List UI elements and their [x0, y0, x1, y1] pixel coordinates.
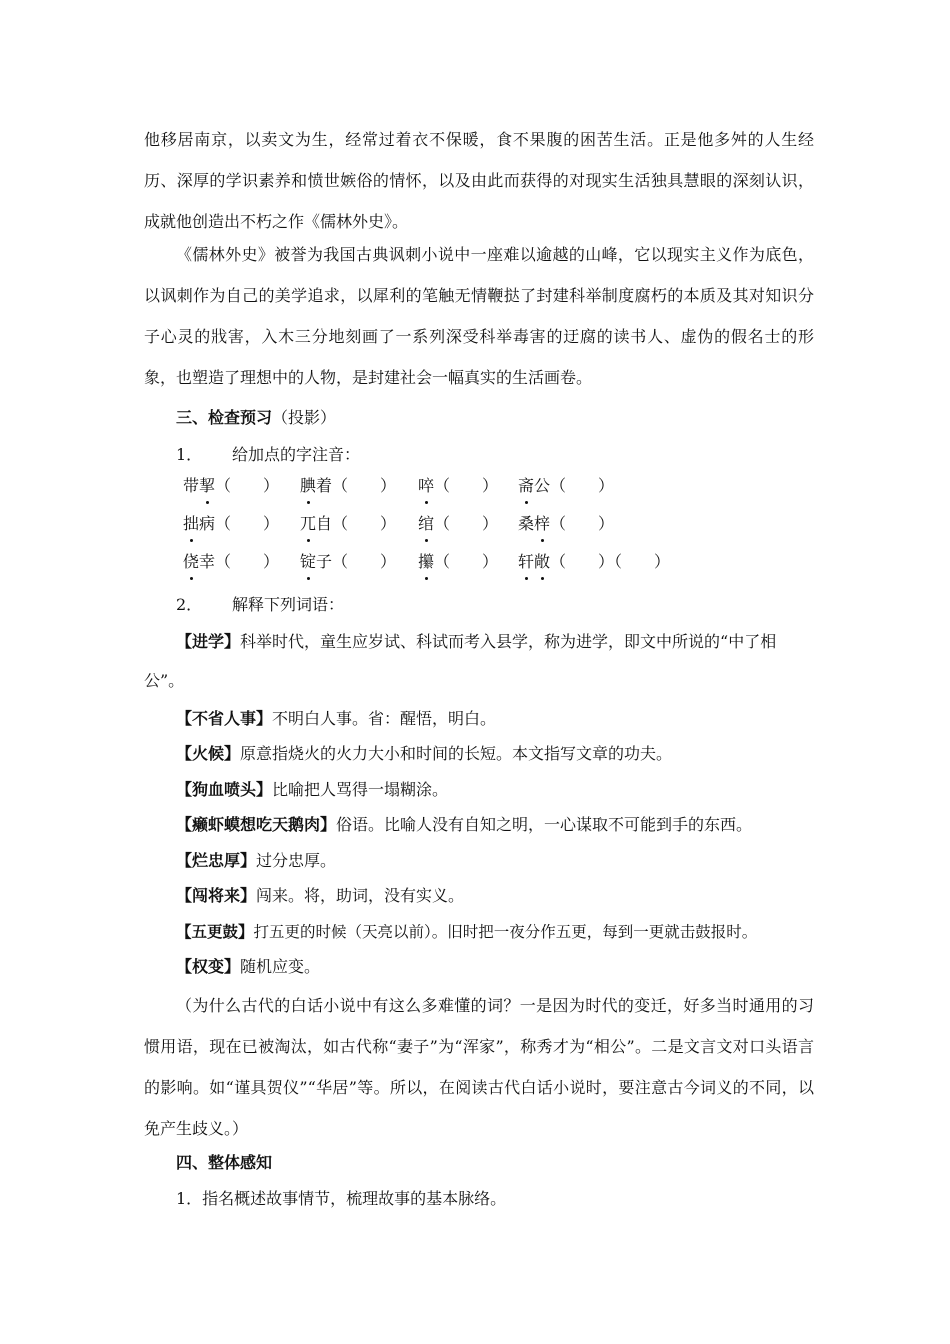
section-3-title: 三、检查预习	[176, 408, 273, 427]
intro-paragraph-2: 《儒林外史》被誉为我国古典讽刺小说中一座难以逾越的山峰，它以现实主义作为底色，以讽刺作为自己的美学追求，以犀利的笔触无情鞭挞了封建科举制度腐朽的本质及其对知识分子心灵的戕害，入木三分地刻画了一系列深受科举毒害的迂腐的读书人、虚伪的假名士的形象，也塑造了理想中的人物，是封建社会一幅真实的生活画卷。	[144, 245, 814, 387]
dotted-char: 攥	[418, 550, 434, 574]
section-4-heading: 四、整体感知	[176, 1153, 273, 1172]
term-definition: 俗语。比喻人没有自知之明，一心谋取不可能到手的东西。	[336, 815, 753, 834]
answer-blank: （ ）	[332, 552, 397, 571]
question-2-number: 2．	[176, 595, 203, 614]
pinyin-item: 侥幸（ ）	[183, 550, 279, 574]
dotted-char: 兀	[300, 512, 316, 536]
term-label: 【烂忠厚】	[176, 851, 257, 870]
pinyin-item	[418, 550, 498, 574]
answer-blank: （ ）	[332, 514, 397, 533]
question-2-text: 解释下列词语：	[232, 595, 345, 614]
answer-blank: （ ）	[550, 514, 615, 533]
answer-blank: （ ）（ ）	[550, 552, 671, 571]
dotted-char: 斋	[518, 474, 534, 498]
pinyin-item: 带挈（ ）	[183, 474, 279, 498]
term-entry	[176, 707, 496, 731]
explain-paragraph: （为什么古代的白话小说中有这么多难懂的词？一是因为时代的变迁，好多当时通用的习惯用语，现在已被淘汰，如古代称“妻子”为“浑家”，称秀才为“相公”。二是文言文对口头语言的影响。如“谨具贺仪”“华居”等。所以，在阅读古代白话小说时，要注意古今词义的不同，以免产生歧义。）	[144, 996, 814, 1138]
pinyin-item: 拙病（ ）	[183, 512, 279, 536]
dotted-char: 轩	[518, 550, 534, 574]
term-label: 【进学】	[176, 632, 241, 651]
term-label: 【权变】	[176, 957, 241, 976]
pinyin-item: 腆着（ ）	[300, 474, 396, 498]
section-3-heading	[176, 406, 336, 430]
term-definition: 随机应变。	[240, 957, 321, 976]
term-entry	[176, 920, 757, 944]
answer-blank: （ ）	[332, 476, 397, 495]
dotted-char: 拙	[183, 512, 199, 536]
dotted-char: 腆	[300, 474, 316, 498]
pinyin-item: 兀自（ ）	[300, 512, 396, 536]
answer-blank: （ ）	[215, 552, 280, 571]
term-label: 【五更鼓】	[176, 922, 254, 941]
term-label: 【狗血喷头】	[176, 780, 273, 799]
pinyin-item	[418, 474, 498, 498]
answer-blank: （ ）	[434, 514, 499, 533]
term-definition: 过分忠厚。	[256, 851, 337, 870]
term-entry	[176, 778, 448, 802]
term-definition: 科举时代，童生应岁试、科试而考入县学，称为进学，即文中所说的“中了相公”。	[144, 632, 777, 690]
pinyin-item	[418, 512, 498, 536]
term-entry	[176, 955, 320, 979]
dotted-char: 挈	[199, 474, 215, 498]
question-1-text: 给加点的字注音：	[232, 445, 361, 464]
term-definition: 打五更的时候（天亮以前）。旧时把一夜分作五更，每到一更就击鼓报时。	[253, 923, 758, 941]
answer-blank: （ ）	[434, 552, 499, 571]
term-entry	[176, 742, 672, 766]
answer-blank: （ ）	[550, 476, 615, 495]
question-1	[176, 443, 360, 467]
intro-paragraph-1: 他移居南京，以卖文为生，经常过着衣不保暖，食不果腹的困苦生活。正是他多舛的人生经历、深厚的学识素养和愤世嫉俗的情怀，以及由此而获得的对现实生活独具慧眼的深刻认识，成就他创造出不朽之作《儒林外史》。	[144, 130, 814, 231]
term-entry	[176, 884, 464, 908]
question-2	[176, 593, 344, 617]
pinyin-row-3	[183, 550, 783, 580]
term-label: 【火候】	[176, 744, 241, 763]
pinyin-item	[518, 550, 670, 574]
answer-blank: （ ）	[215, 514, 280, 533]
dotted-char: 梓	[534, 512, 550, 536]
term-definition: 闯来。将，助词，没有实义。	[256, 886, 465, 905]
answer-blank: （ ）	[434, 476, 499, 495]
dotted-char: 啐	[418, 474, 434, 498]
term-entry	[176, 813, 752, 837]
section-4-item-1: 1．指名概述故事情节，梳理故事的基本脉络。	[176, 1189, 507, 1208]
term-entry	[144, 622, 814, 700]
term-entry	[176, 849, 336, 873]
dotted-char: 锭	[300, 550, 316, 574]
pinyin-item: 斋公（ ）	[518, 474, 614, 498]
term-label: 【癞虾蟆想吃天鹅肉】	[176, 815, 337, 834]
answer-blank: （ ）	[215, 476, 280, 495]
question-1-number: 1．	[176, 445, 203, 464]
dotted-char: 敞	[534, 550, 550, 574]
term-label: 【不省人事】	[176, 709, 273, 728]
pinyin-row-2	[183, 512, 783, 542]
term-label: 【闯将来】	[176, 886, 257, 905]
pinyin-row-1	[183, 474, 783, 504]
term-definition: 比喻把人骂得一塌糊涂。	[272, 780, 449, 799]
dotted-char: 绾	[418, 512, 434, 536]
term-definition: 原意指烧火的火力大小和时间的长短。本文指写文章的功夫。	[240, 744, 673, 763]
pinyin-item: 锭子（ ）	[300, 550, 396, 574]
pinyin-item: 桑梓（ ）	[518, 512, 614, 536]
section-3-note: （投影）	[272, 408, 337, 427]
dotted-char: 侥	[183, 550, 199, 574]
term-definition: 不明白人事。省：醒悟，明白。	[272, 709, 497, 728]
